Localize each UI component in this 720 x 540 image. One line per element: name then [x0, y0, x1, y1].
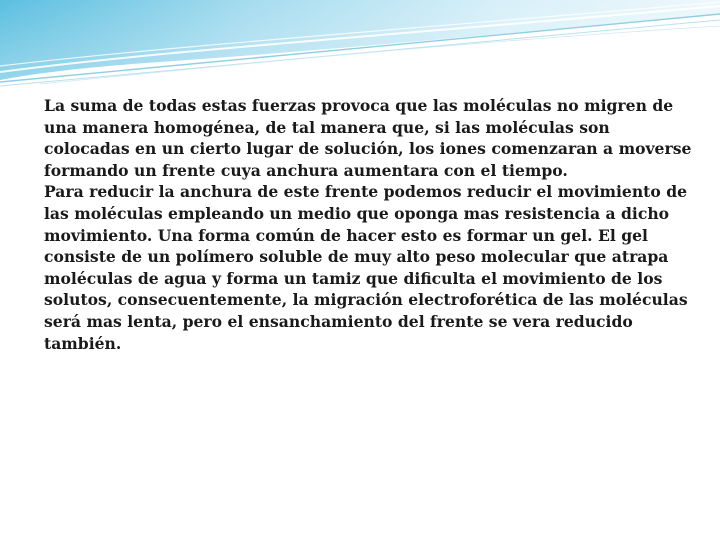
header-wave-decoration: [0, 0, 720, 90]
paragraph-2: Para reducir la anchura de este frente podemos reducir el movimiento de las moléculas empleando un medio que oponga mas resistencia a dicho movimiento. Una forma común de hacer esto es formar un gel. El gel consiste de un polímero soluble de muy alto peso molecular que atrapa moléculas de agua y forma un tamiz que dificulta el movimiento de los solutos, consecuentemente, la migración electroforética de las moléculas será mas lenta, pero el ensanchamiento del frente se vera reducido también.: [44, 182, 688, 353]
body-text-block: [44, 95, 700, 354]
paragraph-1: La suma de todas estas fuerzas provoca que las moléculas no migren de una manera homogénea, de tal manera que, si las moléculas son colocadas en un cierto lugar de solución, los iones comenzaran a moverse formando un frente cuya anchura aumentara con el tiempo.: [44, 96, 692, 180]
